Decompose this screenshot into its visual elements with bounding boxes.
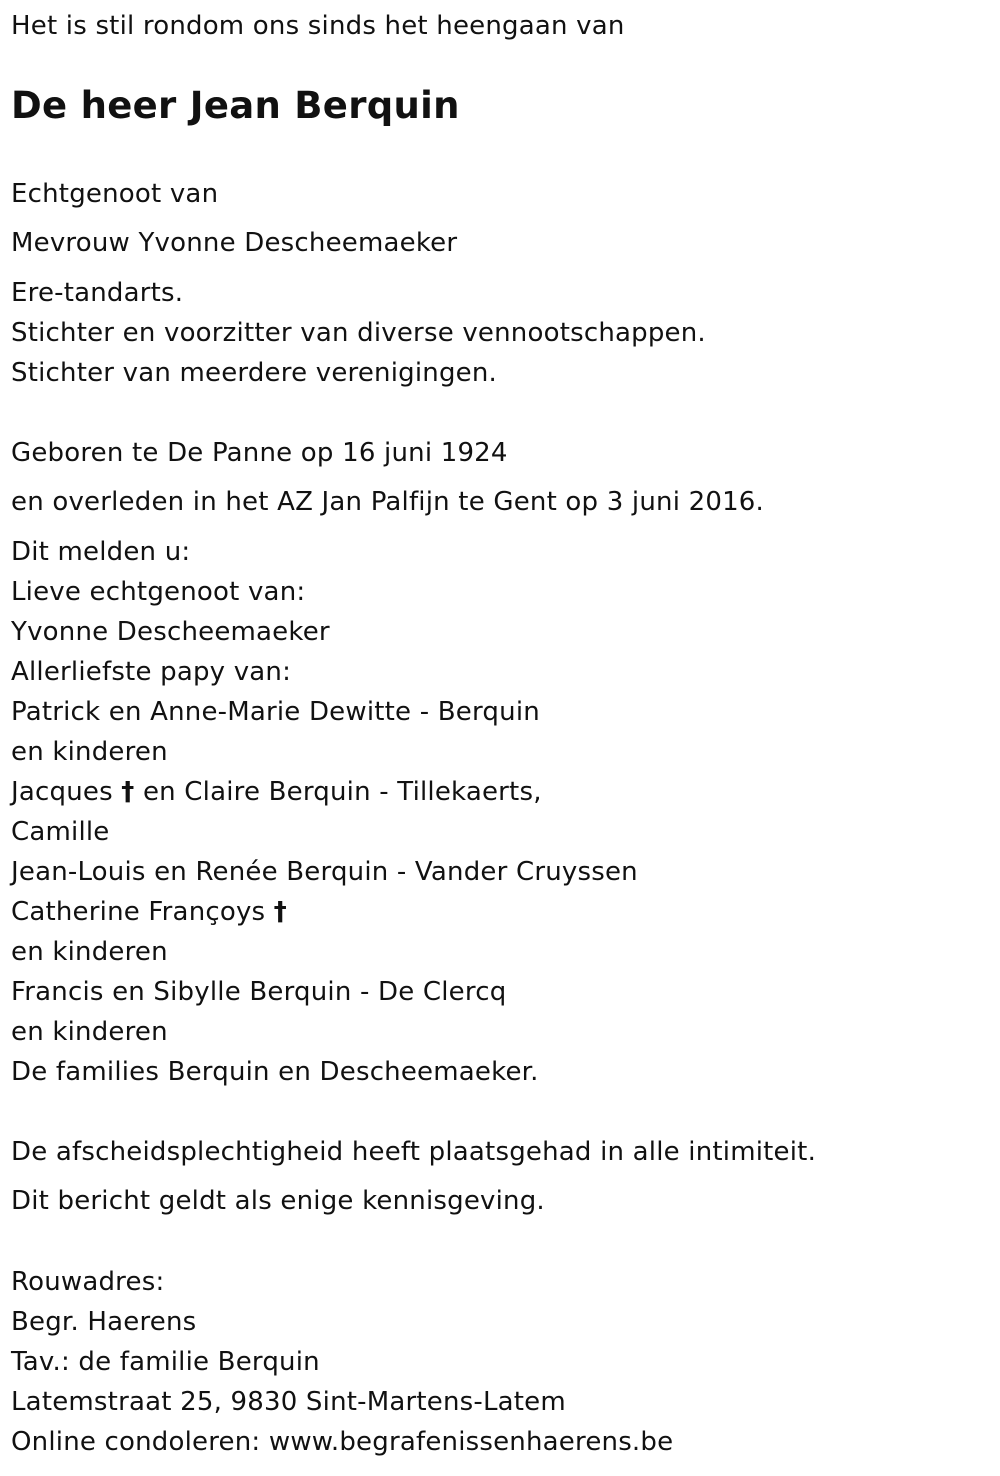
grandpa-label: Allerliefste papy van: — [11, 657, 292, 687]
spouse-label: Echtgenoot van — [11, 179, 219, 209]
family-4-kids: en kinderen — [11, 937, 168, 967]
cross-icon: † — [121, 777, 135, 807]
intro-text: Het is stil rondom ons sinds het heengaan van — [11, 11, 625, 41]
family-1: Patrick en Anne-Marie Dewitte - Berquin — [11, 697, 540, 727]
cross-icon: † — [273, 897, 287, 927]
address-line-1: Begr. Haerens — [11, 1307, 197, 1337]
deceased-name: De heer Jean Berquin — [11, 84, 460, 127]
address-line-2: Tav.: de familie Berquin — [11, 1347, 320, 1377]
died-text: en overleden in het AZ Jan Palfijn te Gent op 3 juni 2016. — [11, 487, 765, 517]
announce-intro: Dit melden u: — [11, 537, 191, 567]
family-2 — [11, 775, 542, 809]
announce-spouse-label: Lieve echtgenoot van: — [11, 577, 306, 607]
role-1: Ere-tandarts. — [11, 278, 184, 308]
family-2-partner: en Claire Berquin - Tillekaerts, — [142, 777, 542, 807]
family-1-kids: en kinderen — [11, 737, 168, 767]
condolence-link[interactable]: www.begrafenissenhaerens.be — [268, 1427, 674, 1457]
born-text: Geboren te De Panne op 16 juni 1924 — [11, 438, 508, 468]
family-2-kids: Camille — [11, 817, 110, 847]
role-2: Stichter en voorzitter van diverse vennootschappen. — [11, 318, 706, 348]
notice-text: Dit bericht geldt als enige kennisgeving. — [11, 1186, 545, 1216]
family-4 — [11, 895, 287, 929]
family-4-name: Catherine Françoys — [11, 897, 266, 927]
spouse-name: Mevrouw Yvonne Descheemaeker — [11, 228, 458, 258]
role-3: Stichter van meerdere verenigingen. — [11, 358, 497, 388]
families-text: De families Berquin en Descheemaeker. — [11, 1057, 539, 1087]
family-2-name: Jacques — [11, 777, 113, 807]
address-label: Rouwadres: — [11, 1267, 165, 1297]
address-line-3: Latemstraat 25, 9830 Sint-Martens-Latem — [11, 1387, 566, 1417]
announce-spouse: Yvonne Descheemaeker — [11, 617, 330, 647]
family-3: Jean-Louis en Renée Berquin - Vander Cruyssen — [11, 857, 638, 887]
family-5: Francis en Sibylle Berquin - De Clercq — [11, 977, 507, 1007]
family-5-kids: en kinderen — [11, 1017, 168, 1047]
ceremony-text: De afscheidsplechtigheid heeft plaatsgehad in alle intimiteit. — [11, 1137, 817, 1167]
condolence-line — [11, 1425, 673, 1459]
condolence-label: Online condoleren: — [11, 1427, 261, 1457]
